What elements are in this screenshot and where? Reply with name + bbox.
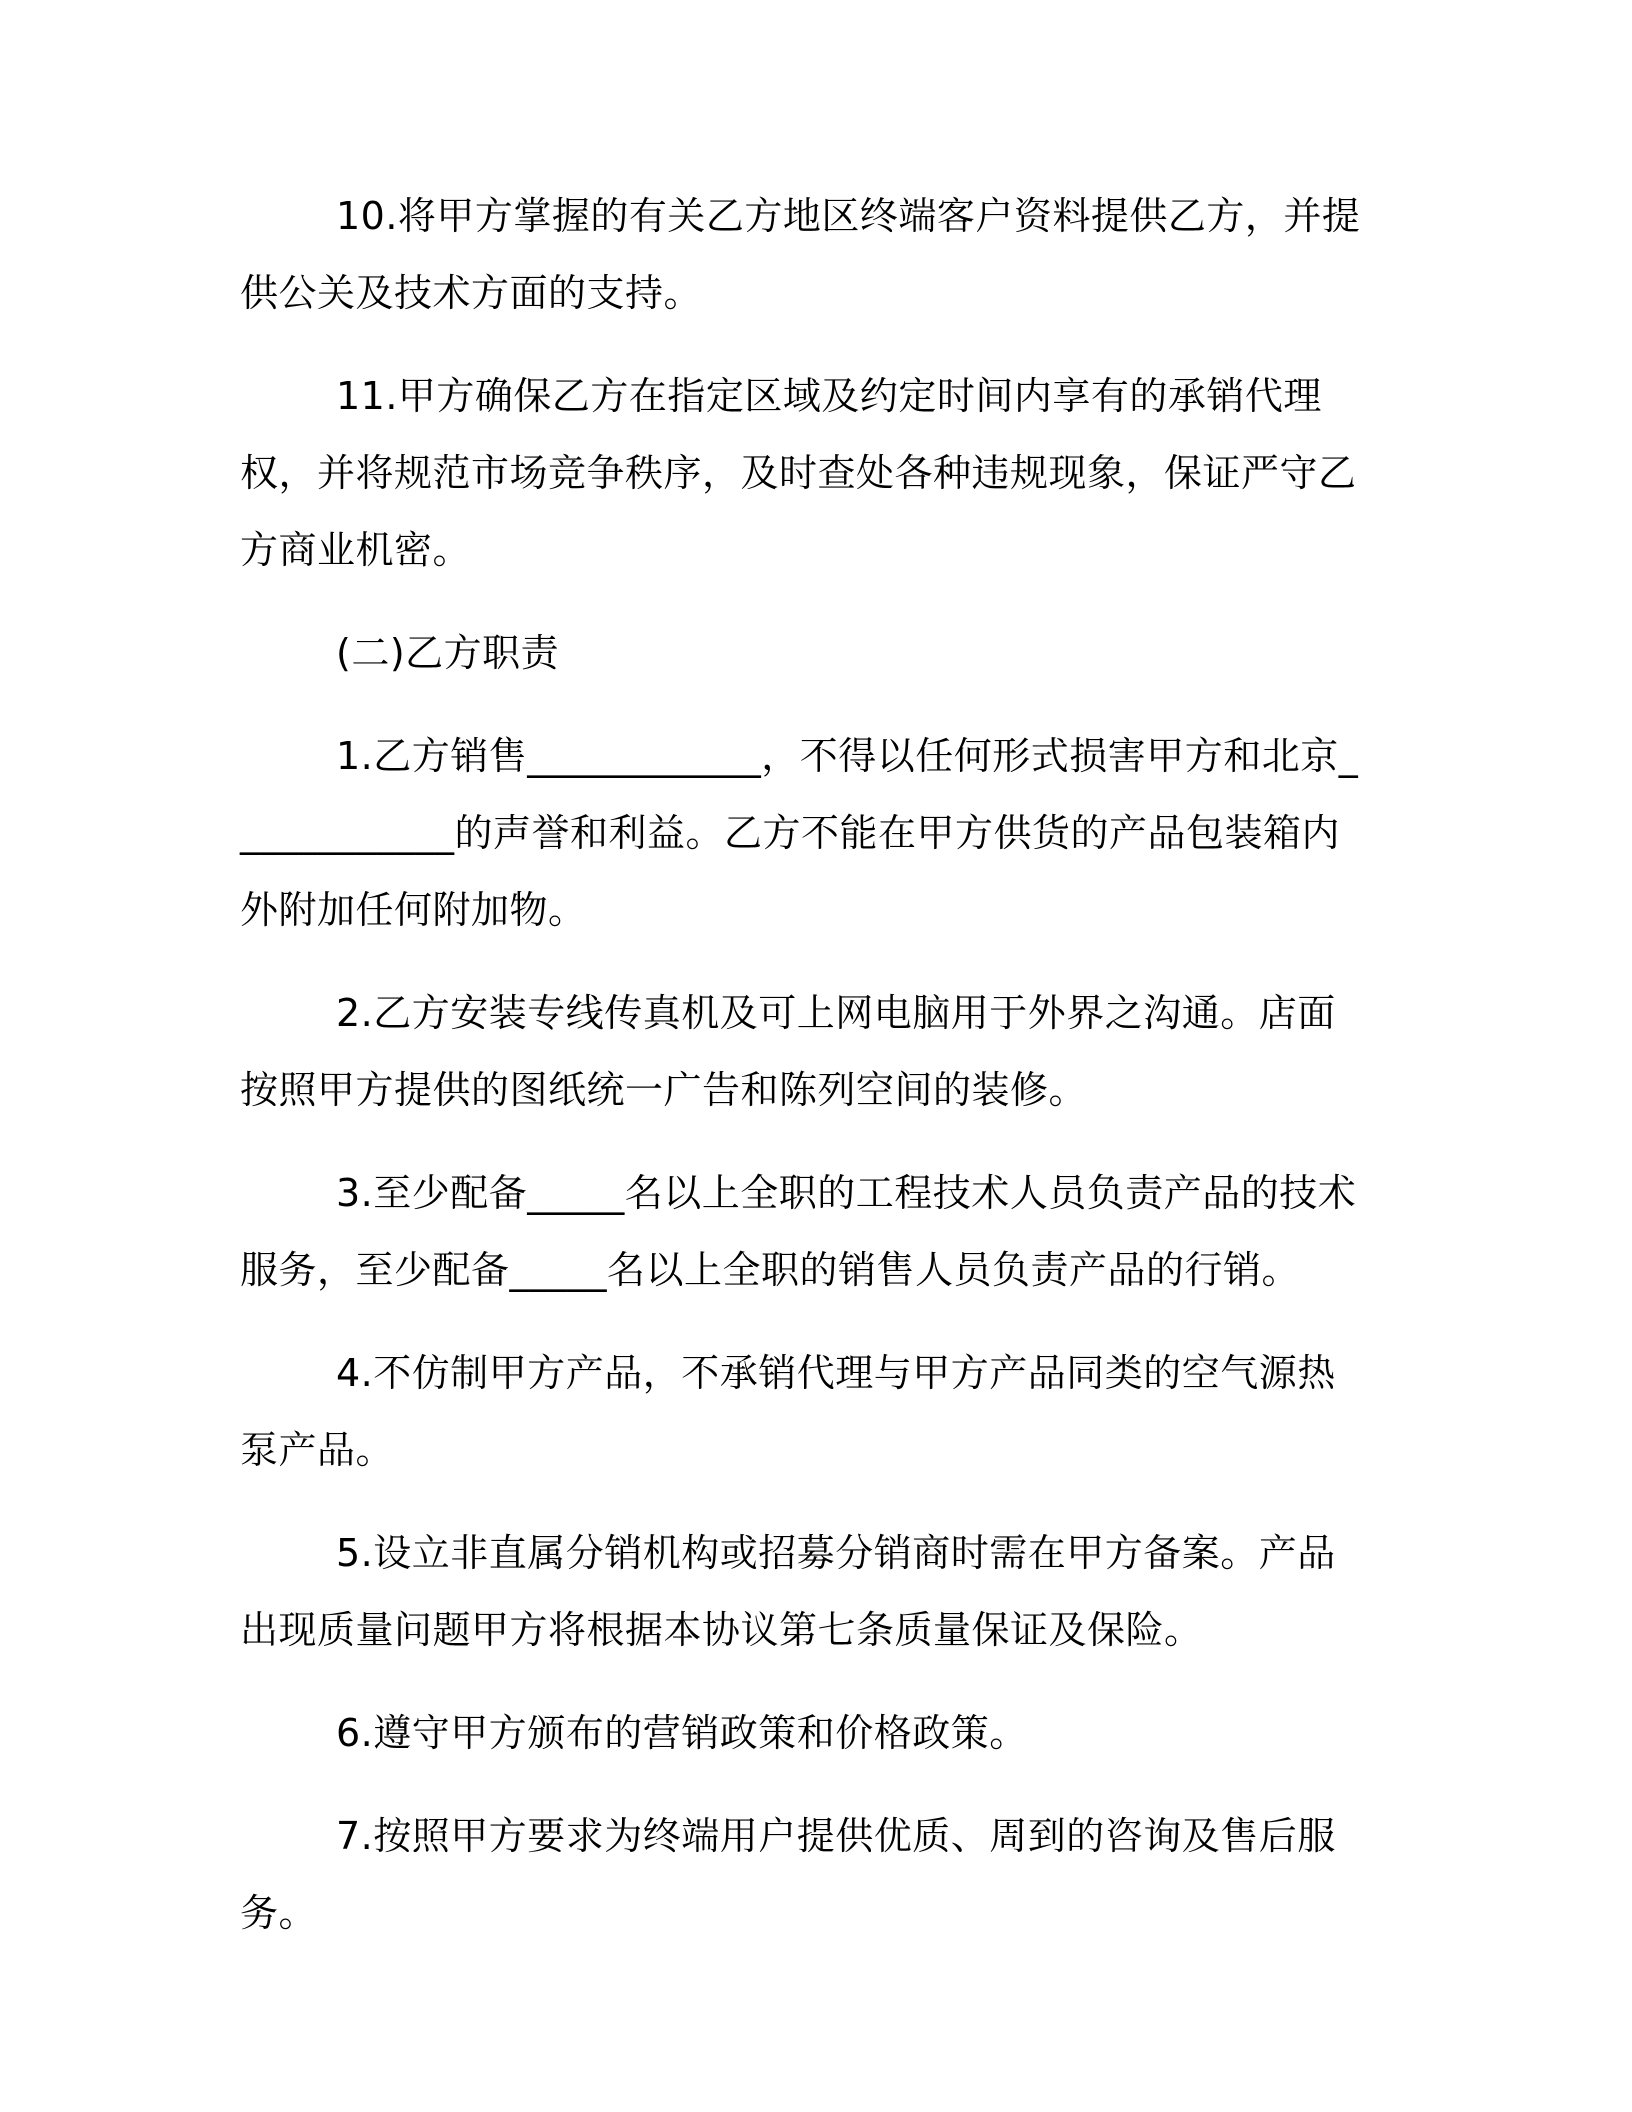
paragraph-item-10: 10.将甲方掌握的有关乙方地区终端客户资料提供乙方，并提供公关及技术方面的支持。 [240, 194, 1361, 315]
paragraph-duty-5: 5.设立非直属分销机构或招募分销商时需在甲方备案。产品出现质量问题甲方将根据本协议第七条质量保证及保险。 [240, 1531, 1336, 1652]
section-heading-party-b-duties: (二)乙方职责 [336, 631, 560, 675]
document-page [240, 178, 1370, 1978]
paragraph-duty-3: 3.至少配备_____名以上全职的工程技术人员负责产品的技术服务，至少配备_____名以上全职的销售人员负责产品的行销。 [240, 1171, 1357, 1292]
paragraph-duty-7: 7.按照甲方要求为终端用户提供优质、周到的咨询及售后服务。 [240, 1814, 1336, 1935]
paragraph-duty-2: 2.乙方安装专线传真机及可上网电脑用于外界之沟通。店面按照甲方提供的图纸统一广告和陈列空间的装修。 [240, 991, 1336, 1112]
paragraph-duty-6: 6.遵守甲方颁布的营销政策和价格政策。 [336, 1711, 1028, 1755]
paragraph-duty-4: 4.不仿制甲方产品，不承销代理与甲方产品同类的空气源热泵产品。 [240, 1351, 1336, 1472]
paragraph-duty-1: 1.乙方销售____________，不得以任何形式损害甲方和北京____________的声誉和利益。乙方不能在甲方供货的产品包装箱内外附加任何附加物。 [240, 734, 1359, 932]
paragraph-item-11: 11.甲方确保乙方在指定区域及约定时间内享有的承销代理权，并将规范市场竞争秩序，及时查处各种违规现象，保证严守乙方商业机密。 [240, 374, 1357, 572]
